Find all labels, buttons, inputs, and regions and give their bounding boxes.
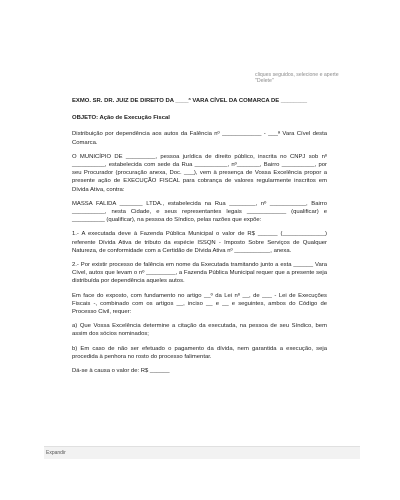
paragraph-value: Dá-se à causa o valor de: R$ ______: [72, 368, 170, 375]
paragraph-request-b: b) Em caso de não ser efetuado o pagamento da dívida, nem garantida a execução, seja procedida à penhora no rosto do processo falimentar.: [72, 345, 327, 360]
document-body: [72, 97, 327, 381]
instruction-note: cliques seguidos, selecione e aperte "Delete": [255, 72, 339, 85]
paragraph-municipality: O MUNICÍPIO DE _________, pessoa jurídica de direito público, inscrita no CNPJ sob nº __________, estabelecida com sede da Rua __________, nº_______, Bairro __________, por seu Procurador (procuração anexa, Doc. ___), vem à presença de Vossa Excelência propor a presente ação de EXECUÇÃO FISCAL para cobrança de valores regularmente inscritos em Dívida Ativa, contra:: [72, 153, 327, 193]
paragraph-request-basis: Em face do exposto, com fundamento no artigo __º da Lei nº __, de ___ - Lei de Execuções Fiscais -, combinado com os artigos __, inciso __ e __ e seguintes, ambos do Código de Processo Civil, requer:: [72, 292, 327, 316]
paragraph-request-a: a) Que Vossa Excelência determine a citação da executada, na pessoa de seu Síndico, bem assim dos sócios nominados;: [72, 323, 327, 338]
paragraph-item-1: 1.- A executada deve à Fazenda Pública Municipal o valor de R$ ______ (_____________) referente Dívida Ativa de tributo da espécie ISSQN - Imposto Sobre Serviços de Qualquer Natureza, de conformidade com a Certidão de Dívida Ativa nº ___________, anexa.: [72, 231, 327, 254]
expand-link[interactable]: Expandir: [46, 450, 66, 456]
paragraph-defendant: MASSA FALIDA _______ LTDA., estabelecida na Rua ________, nº ___________, Bairro __________, nesta Cidade, e seus representantes legais ____________ (qualificar) e __________ (qualificar), na pessoa do Síndico, pelas razões que expõe:: [72, 200, 327, 224]
paragraph-distribution: Distribuição por dependência aos autos da Falência nº ____________ - ___ª Vara Cível desta Comarca.: [72, 131, 327, 146]
document-object: OBJETO: Ação de Execução Fiscal: [72, 115, 170, 122]
paragraph-item-2: 2.- Por existir processo de falência em nome da Executada tramitando junto a esta ______ Vara Cível, autos que levam o nº _________, a Fazenda Pública Municipal requer que a presente seja distribuída por dependência aqueles autos.: [72, 262, 327, 285]
document-heading: EXMO. SR. DR. JUIZ DE DIREITO DA ____ª VARA CÍVEL DA COMARCA DE ________: [72, 98, 308, 104]
footer-bar: [44, 446, 360, 459]
